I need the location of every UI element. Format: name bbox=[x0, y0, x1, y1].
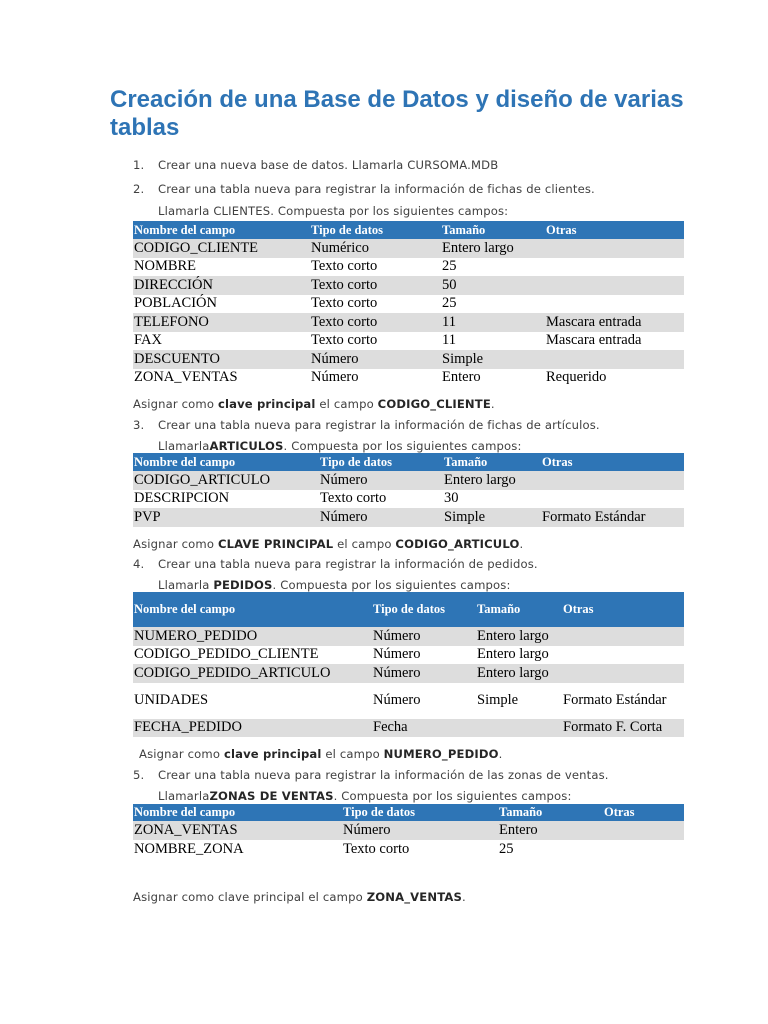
table-cell: Entero largo bbox=[443, 471, 541, 490]
table-cell: UNIDADES bbox=[133, 683, 372, 719]
table-cell bbox=[603, 840, 684, 859]
table-row bbox=[133, 332, 684, 351]
table-row bbox=[133, 683, 684, 719]
primary-key-note-zonas bbox=[133, 890, 466, 904]
table-cell: Numérico bbox=[310, 239, 441, 258]
table-cell: Texto corto bbox=[342, 840, 498, 859]
table-cell bbox=[545, 295, 684, 314]
note-text: el campo bbox=[321, 747, 384, 761]
intro-text: . Compuesta por los siguientes campos: bbox=[283, 439, 522, 453]
table-cell: Formato Estándar bbox=[541, 508, 684, 527]
table-cell: Simple bbox=[476, 683, 562, 719]
keyword: clave principal bbox=[223, 747, 322, 761]
table-cell: Entero largo bbox=[441, 239, 545, 258]
table-cell bbox=[545, 239, 684, 258]
table-cell: Requerido bbox=[545, 369, 684, 388]
table-row bbox=[133, 508, 684, 527]
table-cell bbox=[562, 664, 684, 683]
item-number: 4. bbox=[133, 557, 145, 571]
table-row bbox=[133, 471, 684, 490]
column-header: Tamaño bbox=[476, 592, 562, 627]
table-row bbox=[133, 664, 684, 683]
item-text: Crear una tabla nueva para registrar la información de las zonas de ventas. bbox=[158, 768, 609, 782]
list-item bbox=[133, 158, 498, 172]
intro-text: Llamarla bbox=[158, 578, 214, 592]
table-cell: Mascara entrada bbox=[545, 332, 684, 351]
table-intro-clientes bbox=[158, 204, 508, 218]
table-zonas bbox=[133, 804, 684, 859]
table-row bbox=[133, 840, 684, 859]
intro-text: Llamarla bbox=[158, 204, 214, 218]
column-header: Otras bbox=[541, 453, 684, 471]
table-row bbox=[133, 258, 684, 277]
note-text: Asignar como bbox=[133, 537, 218, 551]
key-field: ZONA_VENTAS bbox=[366, 890, 462, 904]
note-text: Asignar como bbox=[133, 397, 218, 411]
column-header: Nombre del campo bbox=[133, 453, 319, 471]
column-header: Tamaño bbox=[443, 453, 541, 471]
table-cell: Simple bbox=[443, 508, 541, 527]
column-header: Nombre del campo bbox=[133, 221, 310, 239]
table-row bbox=[133, 313, 684, 332]
table-cell: Número bbox=[319, 471, 443, 490]
intro-text: . Compuesta por los siguientes campos: bbox=[270, 204, 509, 218]
table-name: CLIENTES bbox=[213, 204, 271, 218]
intro-text: . Compuesta por los siguientes campos: bbox=[272, 578, 511, 592]
note-text: . bbox=[462, 890, 466, 904]
table-cell: Texto corto bbox=[310, 258, 441, 277]
table-cell: Mascara entrada bbox=[545, 313, 684, 332]
item-number: 2. bbox=[133, 182, 145, 196]
column-header: Tamaño bbox=[498, 804, 603, 821]
column-header: Otras bbox=[562, 592, 684, 627]
table-cell: FAX bbox=[133, 332, 310, 351]
table-cell: Formato F. Corta bbox=[562, 719, 684, 738]
note-text: . bbox=[519, 537, 524, 551]
table-cell: Número bbox=[310, 369, 441, 388]
table-cell: Número bbox=[319, 508, 443, 527]
table-cell: Texto corto bbox=[310, 295, 441, 314]
key-field: CODIGO_ARTICULO bbox=[395, 537, 520, 551]
table-cell: 25 bbox=[498, 840, 603, 859]
table-clientes bbox=[133, 221, 684, 387]
page-title: Creación de una Base de Datos y diseño de varias tablas bbox=[110, 86, 684, 141]
table-cell: 25 bbox=[441, 258, 545, 277]
table-row bbox=[133, 719, 684, 738]
table-cell: POBLACIÓN bbox=[133, 295, 310, 314]
table-cell: Entero bbox=[441, 369, 545, 388]
table-cell: CODIGO_ARTICULO bbox=[133, 471, 319, 490]
table-row bbox=[133, 627, 684, 646]
table-intro-zonas bbox=[158, 789, 572, 803]
table-row bbox=[133, 646, 684, 665]
item-text: Crear una nueva base de datos. Llamarla CURSOMA.MDB bbox=[158, 158, 499, 172]
item-number: 5. bbox=[133, 768, 145, 782]
table-cell bbox=[545, 276, 684, 295]
table-cell bbox=[541, 471, 684, 490]
intro-text: . Compuesta por los siguientes campos: bbox=[333, 789, 572, 803]
table-cell: Número bbox=[372, 627, 476, 646]
item-text: Crear una tabla nueva para registrar la información de fichas de artículos. bbox=[158, 418, 600, 432]
primary-key-note-articulos bbox=[133, 537, 523, 551]
table-cell: 50 bbox=[441, 276, 545, 295]
item-text: Crear una tabla nueva para registrar la información de pedidos. bbox=[158, 557, 538, 571]
table-cell: Entero largo bbox=[476, 646, 562, 665]
table-cell: DESCRIPCION bbox=[133, 490, 319, 509]
note-text: el campo bbox=[333, 537, 396, 551]
item-number: 3. bbox=[133, 418, 145, 432]
primary-key-note-clientes bbox=[133, 397, 495, 411]
keyword: CLAVE PRINCIPAL bbox=[217, 537, 334, 551]
item-text: Crear una tabla nueva para registrar la información de fichas de clientes. bbox=[158, 182, 595, 196]
list-item bbox=[133, 182, 595, 196]
note-text: Asignar como clave principal el campo bbox=[133, 890, 367, 904]
table-cell bbox=[562, 627, 684, 646]
table-name: ARTICULOS bbox=[209, 439, 284, 453]
table-cell: TELEFONO bbox=[133, 313, 310, 332]
table-cell: Número bbox=[372, 664, 476, 683]
table-cell: DESCUENTO bbox=[133, 350, 310, 369]
key-field: NUMERO_PEDIDO bbox=[383, 747, 499, 761]
list-item bbox=[133, 418, 600, 432]
column-header: Tipo de datos bbox=[342, 804, 498, 821]
table-cell: Simple bbox=[441, 350, 545, 369]
table-cell: Número bbox=[372, 646, 476, 665]
table-cell: ZONA_VENTAS bbox=[133, 369, 310, 388]
table-cell: 11 bbox=[441, 313, 545, 332]
list-item bbox=[133, 557, 538, 571]
table-cell: Texto corto bbox=[310, 332, 441, 351]
table-cell: Texto corto bbox=[319, 490, 443, 509]
table-cell: Entero largo bbox=[476, 627, 562, 646]
table-row bbox=[133, 239, 684, 258]
table-cell: FECHA_PEDIDO bbox=[133, 719, 372, 738]
table-cell: Texto corto bbox=[310, 313, 441, 332]
table-intro-pedidos bbox=[158, 578, 511, 592]
table-cell: Entero bbox=[498, 821, 603, 840]
column-header: Nombre del campo bbox=[133, 592, 372, 627]
table-cell: DIRECCIÓN bbox=[133, 276, 310, 295]
table-cell bbox=[545, 258, 684, 277]
table-cell: Número bbox=[342, 821, 498, 840]
table-cell bbox=[476, 719, 562, 738]
column-header: Tipo de datos bbox=[310, 221, 441, 239]
note-text: . bbox=[498, 747, 503, 761]
table-row bbox=[133, 276, 684, 295]
intro-text: Llamarla bbox=[158, 789, 210, 803]
item-number: 1. bbox=[133, 158, 145, 172]
column-header: Tipo de datos bbox=[319, 453, 443, 471]
table-cell: NOMBRE_ZONA bbox=[133, 840, 342, 859]
table-cell: 30 bbox=[443, 490, 541, 509]
table-row bbox=[133, 821, 684, 840]
table-row bbox=[133, 369, 684, 388]
primary-key-note-pedidos bbox=[139, 747, 502, 761]
table-cell: PVP bbox=[133, 508, 319, 527]
table-cell bbox=[545, 350, 684, 369]
column-header: Tipo de datos bbox=[372, 592, 476, 627]
table-cell: Formato Estándar bbox=[562, 683, 684, 719]
table-cell: CODIGO_CLIENTE bbox=[133, 239, 310, 258]
table-cell: Número bbox=[310, 350, 441, 369]
table-cell bbox=[562, 646, 684, 665]
table-name: ZONAS DE VENTAS bbox=[209, 789, 334, 803]
intro-text: Llamarla bbox=[158, 439, 210, 453]
key-field: CODIGO_CLIENTE bbox=[377, 397, 491, 411]
note-text: . bbox=[490, 397, 495, 411]
column-header: Otras bbox=[603, 804, 684, 821]
column-header: Otras bbox=[545, 221, 684, 239]
list-item bbox=[133, 768, 609, 782]
table-pedidos bbox=[133, 592, 684, 737]
table-cell: 11 bbox=[441, 332, 545, 351]
table-cell: NOMBRE bbox=[133, 258, 310, 277]
table-cell: NUMERO_PEDIDO bbox=[133, 627, 372, 646]
note-text: Asignar como bbox=[139, 747, 224, 761]
column-header: Nombre del campo bbox=[133, 804, 342, 821]
keyword: clave principal bbox=[217, 397, 316, 411]
table-intro-articulos bbox=[158, 439, 522, 453]
table-cell: CODIGO_PEDIDO_CLIENTE bbox=[133, 646, 372, 665]
table-cell bbox=[603, 821, 684, 840]
table-cell: 25 bbox=[441, 295, 545, 314]
table-cell: Número bbox=[372, 683, 476, 719]
table-row bbox=[133, 350, 684, 369]
column-header: Tamaño bbox=[441, 221, 545, 239]
table-row bbox=[133, 490, 684, 509]
table-cell: Fecha bbox=[372, 719, 476, 738]
table-articulos bbox=[133, 453, 684, 527]
table-row bbox=[133, 295, 684, 314]
table-cell bbox=[541, 490, 684, 509]
note-text: el campo bbox=[315, 397, 378, 411]
table-cell: CODIGO_PEDIDO_ARTICULO bbox=[133, 664, 372, 683]
table-cell: Entero largo bbox=[476, 664, 562, 683]
table-cell: Texto corto bbox=[310, 276, 441, 295]
table-cell: ZONA_VENTAS bbox=[133, 821, 342, 840]
table-name: PEDIDOS bbox=[213, 578, 273, 592]
